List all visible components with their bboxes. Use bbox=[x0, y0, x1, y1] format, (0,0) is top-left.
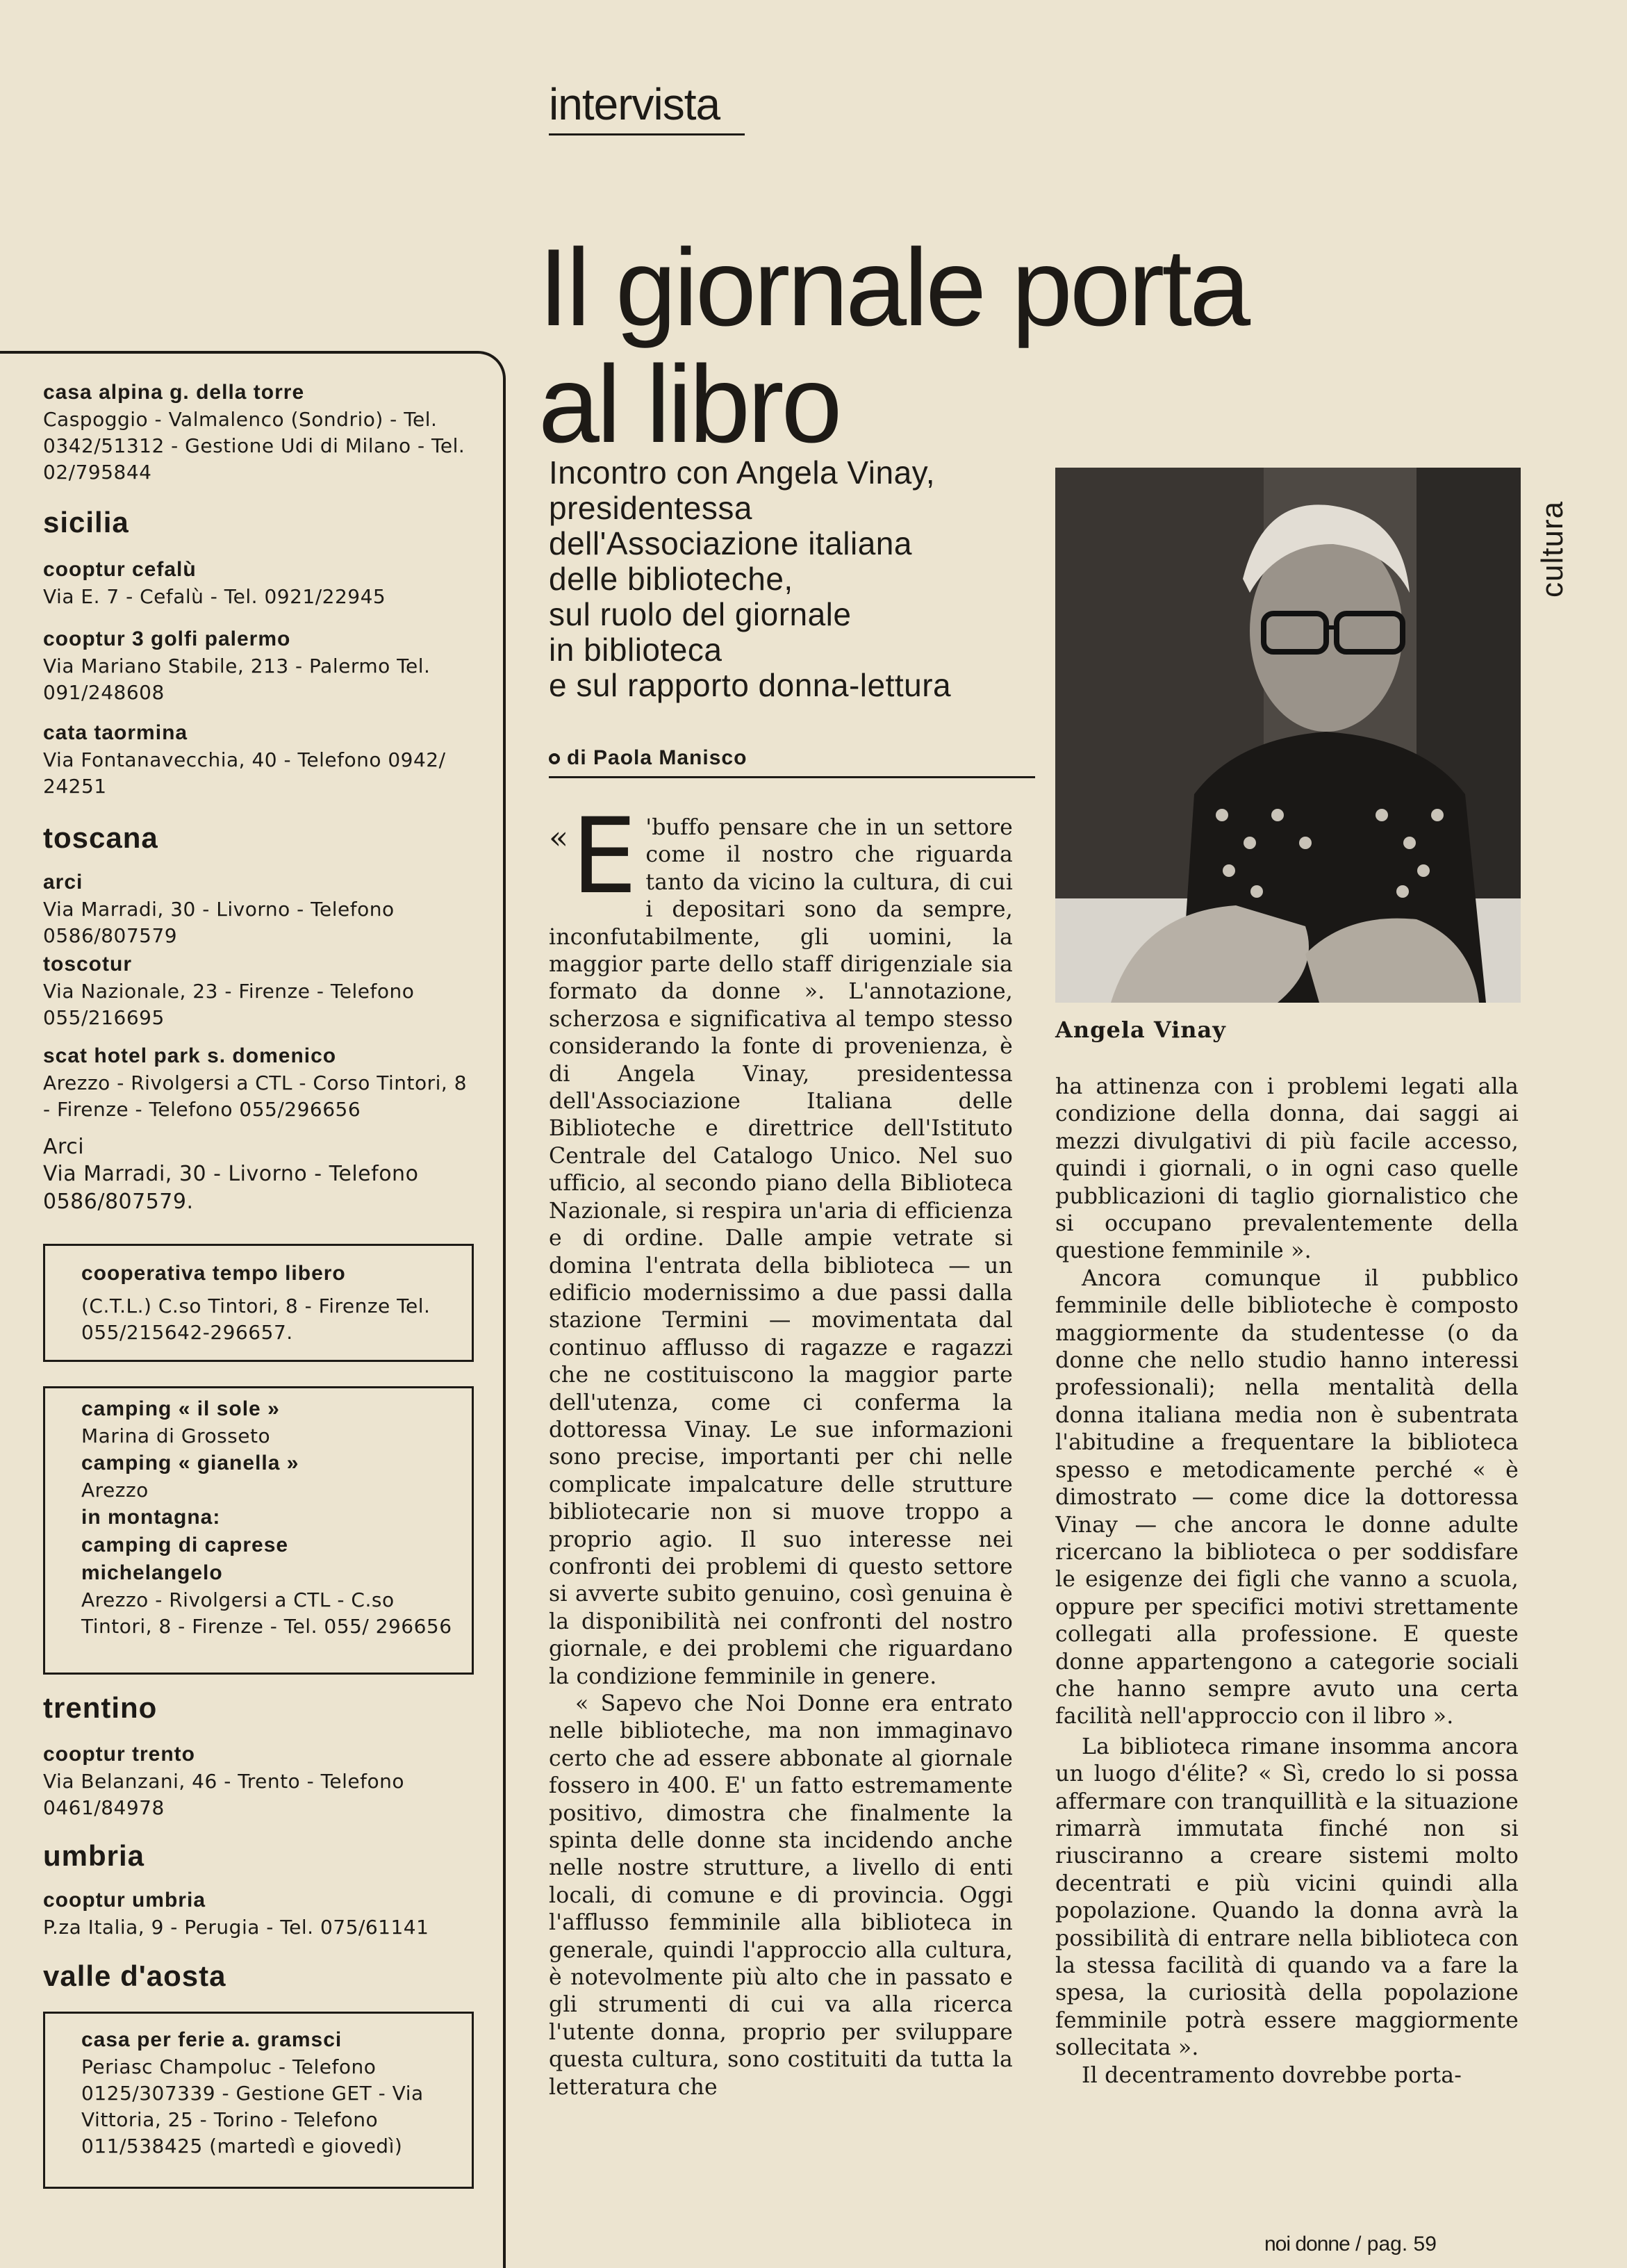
listing-address: Marina di Grosseto bbox=[81, 1424, 271, 1447]
subtitle-line: delle biblioteche, bbox=[549, 561, 793, 597]
listing-name: casa alpina g. della torre bbox=[43, 381, 305, 404]
listing-address: (C.T.L.) C.so Tintori, 8 - Firenze Tel. 055/215642-296657. bbox=[81, 1295, 431, 1344]
listing-address: Via E. 7 - Cefalù - Tel. 0921/22945 bbox=[43, 585, 386, 608]
listing-name: cooptur 3 golfi palermo bbox=[43, 627, 291, 650]
article-column-2 bbox=[1055, 1074, 1519, 2199]
listing-cooptur-trento bbox=[43, 1741, 474, 1821]
listing-name: camping di caprese bbox=[81, 1534, 289, 1556]
photo-caption: Angela Vinay bbox=[1055, 1017, 1226, 1043]
listing-address: P.za Italia, 9 - Perugia - Tel. 075/61141 bbox=[43, 1916, 429, 1939]
listing-name: camping « il sole » bbox=[81, 1397, 280, 1420]
vertical-label-text: cultura bbox=[1535, 500, 1569, 598]
magazine-name: noi donne bbox=[1264, 2233, 1350, 2255]
box-cooperativa-tempo-libero bbox=[43, 1244, 474, 1362]
region-heading-toscana: toscana bbox=[43, 821, 158, 854]
bullet-icon bbox=[549, 753, 560, 764]
listing-name: casa per ferie a. gramsci bbox=[81, 2028, 342, 2051]
drop-cap: E bbox=[571, 814, 638, 917]
opening-quote-mark: « bbox=[549, 819, 569, 856]
subtitle-line: sul ruolo del giornale bbox=[549, 596, 852, 632]
article-paragraph-1 bbox=[549, 814, 1013, 1691]
box-camping bbox=[43, 1386, 474, 1675]
listing-address: Via Marradi, 30 - Livorno - Telefono 0586/807579 bbox=[43, 898, 395, 947]
listing-arci-2 bbox=[43, 1134, 474, 1216]
listing-address: Via Belanzani, 46 - Trento - Telefono 0461/84978 bbox=[43, 1770, 405, 1819]
article-paragraph-6: Il decentramento dovrebbe porta- bbox=[1082, 2062, 1462, 2088]
region-heading-sicilia: sicilia bbox=[43, 506, 129, 539]
article-paragraph-4: Ancora comunque il pubblico femminile delle biblioteche è composto maggiormente da studentesse (o da donne che nello studio hanno interessi professionali); nella mentalità della donna italiana media non è subentrata l'abitudine a frequentare la biblioteca spesso e metodicamente perché « è dimostrato — come dice la dottoressa Vinay — che ancora le donne adulte ricercano la biblioteca o per soddisfare le esigenze dei figli che vanno a scuola, oppure per specifici motivi strettamente collegati alla professione. E queste donne appartengono a categorie sociali che hanno sempre avuto una certa facilità nell'approccio con il libro ». bbox=[1055, 1265, 1519, 1729]
listing-name: michelangelo bbox=[81, 1561, 223, 1584]
portrait-photo bbox=[1055, 468, 1521, 1003]
portrait-illustration bbox=[1055, 468, 1521, 1003]
listing-address: Via Mariano Stabile, 213 - Palermo Tel. 091/248608 bbox=[43, 655, 431, 704]
page-footer bbox=[1264, 2232, 1437, 2257]
page-number: / pag. 59 bbox=[1355, 2233, 1437, 2255]
subtitle-line: presidentessa bbox=[549, 490, 752, 526]
title-line-1: Il giornale porta bbox=[538, 227, 1248, 349]
listing-name: toscotur bbox=[43, 953, 132, 976]
listing-name: arci bbox=[43, 871, 83, 894]
paragraph-text: 'buffo pensare che in un settore come il nostro che riguarda tanto da vicino la cultura, di cui i depositari sono da sempre, inconfutabilmente, gli uomini, la maggior parte dello staff dirigenziale sia formato da donne ». L'annotazione, scherzosa e significativa al tempo stesso considerando la fonte di provenienza, è di Angela Vinay, presidentessa dell'Associazione Italiana delle Biblioteche e direttrice dell'Istituto Centrale del Catalogo Unico. Nel suo ufficio, al secondo piano della Biblioteca Nazionale, si respira un'aria di efficienza e di ordine. Dalle ampie vetrate si domina l'entrata della biblioteca — un edificio modernissimo a due passi dalla stazione Termini — movimentata dal continuo afflusso di ragazze e ragazzi che ne costituiscono la maggior parte dell'utenza, come ci conferma la dottoressa Vinay. Le sue informazioni sono precise, importanti per chi nelle complicate impalcature delle strutture bibliotecarie non si muove troppo a proprio agio. Il suo interesse nei confronti dei problemi di questo settore si avverte subito genuino, così genuina è la disponibilità nei confronti del nostro giornale, e dei problemi che riguardano la condizione femminile in genere. bbox=[549, 815, 1013, 1689]
listing-toscotur bbox=[43, 951, 474, 1031]
listing-name: cooptur cefalù bbox=[43, 558, 197, 581]
listing-casa-alpina bbox=[43, 379, 474, 486]
listing-name: cooptur trento bbox=[43, 1743, 195, 1766]
listing-address: Via Fontanavecchia, 40 - Telefono 0942/ 24251 bbox=[43, 748, 446, 798]
byline-text: di Paola Manisco bbox=[567, 746, 748, 769]
listing-address: Via Nazionale, 23 - Firenze - Telefono 055/216695 bbox=[43, 980, 415, 1029]
listing-address: Periasc Champoluc - Telefono 0125/307339 - Gestione GET - Via Vittoria, 25 - Torino - Telefono 011/538425 (martedì e giovedì) bbox=[81, 2055, 424, 2158]
article-subtitle bbox=[549, 455, 1035, 703]
listing-name: cata taormina bbox=[43, 721, 188, 744]
box-casa-per-ferie bbox=[43, 2012, 474, 2189]
article-column-1 bbox=[549, 814, 1013, 2176]
byline-rule bbox=[549, 776, 1035, 778]
region-heading-umbria: umbria bbox=[43, 1839, 145, 1872]
vertical-section-label bbox=[1535, 459, 1577, 598]
article-paragraph-5: La biblioteca rimane insomma ancora un luogo d'élite? « Sì, credo lo si possa affermare con tranquillità e la situazione rimarrà immutata finché non si riusciranno a creare sistemi molto decentrati e più vicini quindi alla popolazione. Quando la donna avrà la possibilità di entrare nella biblioteca con la stessa facilità di quando va a fare la spesa, la curiosità della popolazione femminile potrà essere maggiormente sollecitata ». bbox=[1055, 1734, 1519, 2061]
listing-name: camping « gianella » bbox=[81, 1452, 299, 1474]
listing-address: Via Marradi, 30 - Livorno - Telefono 0586/807579. bbox=[43, 1162, 419, 1214]
subtitle-line: dell'Associazione italiana bbox=[549, 525, 912, 561]
section-label: intervista bbox=[549, 79, 720, 129]
listing-cooptur-palermo bbox=[43, 625, 474, 706]
section-rule bbox=[549, 133, 745, 135]
listing-cooptur-cefalu bbox=[43, 556, 474, 610]
listing-address: Arezzo - Rivolgersi a CTL - Corso Tintori, 8 - Firenze - Telefono 055/296656 bbox=[43, 1071, 468, 1121]
listing-scat-hotel bbox=[43, 1042, 474, 1123]
article-paragraph-3: ha attinenza con i problemi legati alla condizione della donna, dai saggi ai mezzi divulgativi di più facile accesso, quindi i giornali, o in ogni caso quelle pubblicazioni di taglio giornalistico che si occupano prevalentemente della questione femminile ». bbox=[1055, 1074, 1519, 1264]
listing-name: cooptur umbria bbox=[43, 1889, 206, 1912]
byline bbox=[549, 745, 747, 771]
listing-address: Arezzo - Rivolgersi a CTL - C.so Tintori, 8 - Firenze - Tel. 055/ 296656 bbox=[81, 1588, 452, 1638]
listing-address: Caspoggio - Valmalenco (Sondrio) - Tel. 0342/51312 - Gestione Udi di Milano - Tel. 02/795844 bbox=[43, 408, 465, 484]
article-title bbox=[538, 227, 1511, 466]
listing-cooptur-umbria bbox=[43, 1887, 474, 1941]
subtitle-line: Incontro con Angela Vinay, bbox=[549, 454, 936, 491]
subheading-in-montagna: in montagna: bbox=[81, 1506, 221, 1529]
region-heading-valle-daosta: valle d'aosta bbox=[43, 1959, 226, 1992]
subtitle-line: in biblioteca bbox=[549, 632, 722, 668]
title-line-2: al libro bbox=[538, 343, 840, 466]
listing-name: Arci bbox=[43, 1135, 85, 1159]
listing-arci bbox=[43, 869, 474, 949]
article-paragraph-2: « Sapevo che Noi Donne era entrato nelle biblioteche, ma non immaginavo certo che ad essere abbonate al giornale fossero in 400. E' un fatto estremamente positivo, dimostra che finalmente la spinta delle donne sta incidendo anche nelle nostre strutture, a livello di enti locali, di comune e di provincia. Oggi l'afflusso femminile alla biblioteca in generale, quindi l'approccio alla cultura, è notevolmente più alto che in passato e gli strumenti di cui va alla ricerca l'utente donna, proprio per sviluppare questa cultura, sono costituiti da tutta la letteratura che bbox=[549, 1691, 1013, 2100]
listing-name: scat hotel park s. domenico bbox=[43, 1044, 337, 1067]
region-heading-trentino: trentino bbox=[43, 1691, 158, 1724]
listing-address: Arezzo bbox=[81, 1479, 149, 1502]
subtitle-line: e sul rapporto donna-lettura bbox=[549, 667, 952, 703]
listing-cata-taormina bbox=[43, 719, 474, 800]
listing-name: cooperativa tempo libero bbox=[81, 1262, 346, 1285]
